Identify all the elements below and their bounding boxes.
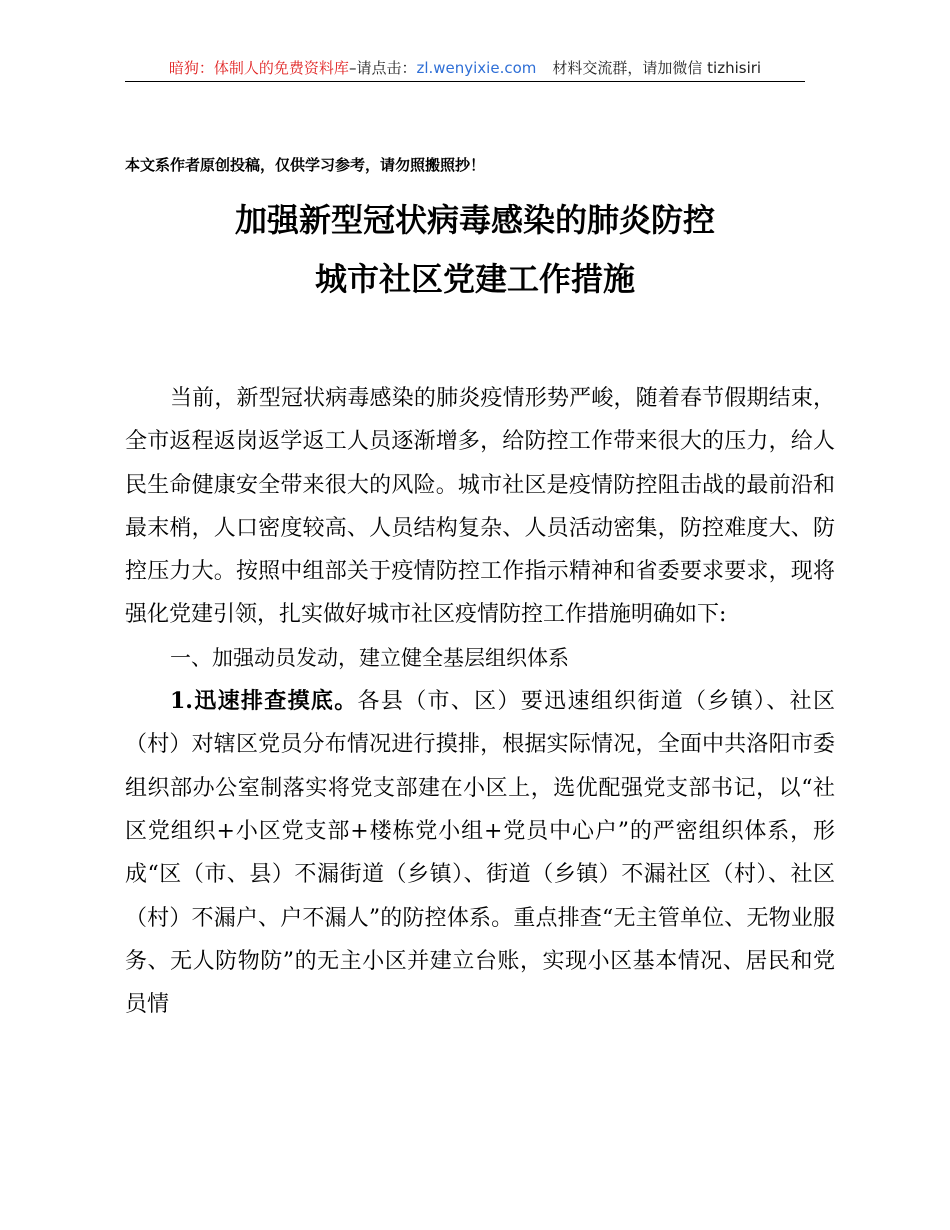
copyright-notice: 本文系作者原创投稿，仅供学习参考，请勿照搬照抄！	[125, 156, 486, 174]
item-lead: 1.迅速排查摸底。	[170, 688, 358, 715]
document-title-line1: 加强新型冠状病毒感染的肺炎防控	[234, 201, 715, 239]
header-click-prompt: –请点击：	[348, 59, 417, 77]
header-brand-link[interactable]: 暗狗：体制人的免费资料库	[168, 59, 349, 77]
header-rule	[125, 81, 805, 82]
document-title-line2: 城市社区党建工作措施	[314, 260, 635, 298]
section-heading: 一、加强动员发动，建立健全基层组织体系	[170, 645, 569, 670]
item-paragraph	[125, 680, 835, 1026]
intro-paragraph: 当前，新型冠状病毒感染的肺炎疫情形势严峻，随着春节假期结束，全市返程返岗返学返工人员逐渐增多，给防控工作带来很大的压力，给人民生命健康安全带来很大的风险。城市社区是疫情防控阻击战的最前沿和最末梢，人口密度较高、人员结构复杂、人员活动密集，防控难度大、防控压力大。按照中组部关于疫情防控工作指示精神和省委要求要求，现将强化党建引领，扎实做好城市社区疫情防控工作措施明确如下:	[125, 386, 835, 628]
document-body	[125, 377, 835, 1026]
page-header	[125, 56, 805, 80]
header-wechat-note: 材料交流群，请加微信 tizhisiri	[552, 59, 762, 77]
header-site-link[interactable]: zl.wenyixie.com	[416, 59, 537, 77]
item-text: 各县（市、区）要迅速组织街道（乡镇）、社区（村）对辖区党员分布情况进行摸排，根据实际情况，全面中共洛阳市委组织部办公室制落实将党支部建在小区上，选优配强党支部书记，以“社区党组织+小区党支部+楼栋党小组+党员中心户”的严密组织体系，形成“区（市、县）不漏街道（乡镇）、街道（乡镇）不漏社区（村）、社区（村）不漏户、户不漏人”的防控体系。重点排查“无主管单位、无物业服务、无人防物防”的无主小区并建立台账，实现小区基本情况、居民和党员情	[125, 689, 835, 1018]
